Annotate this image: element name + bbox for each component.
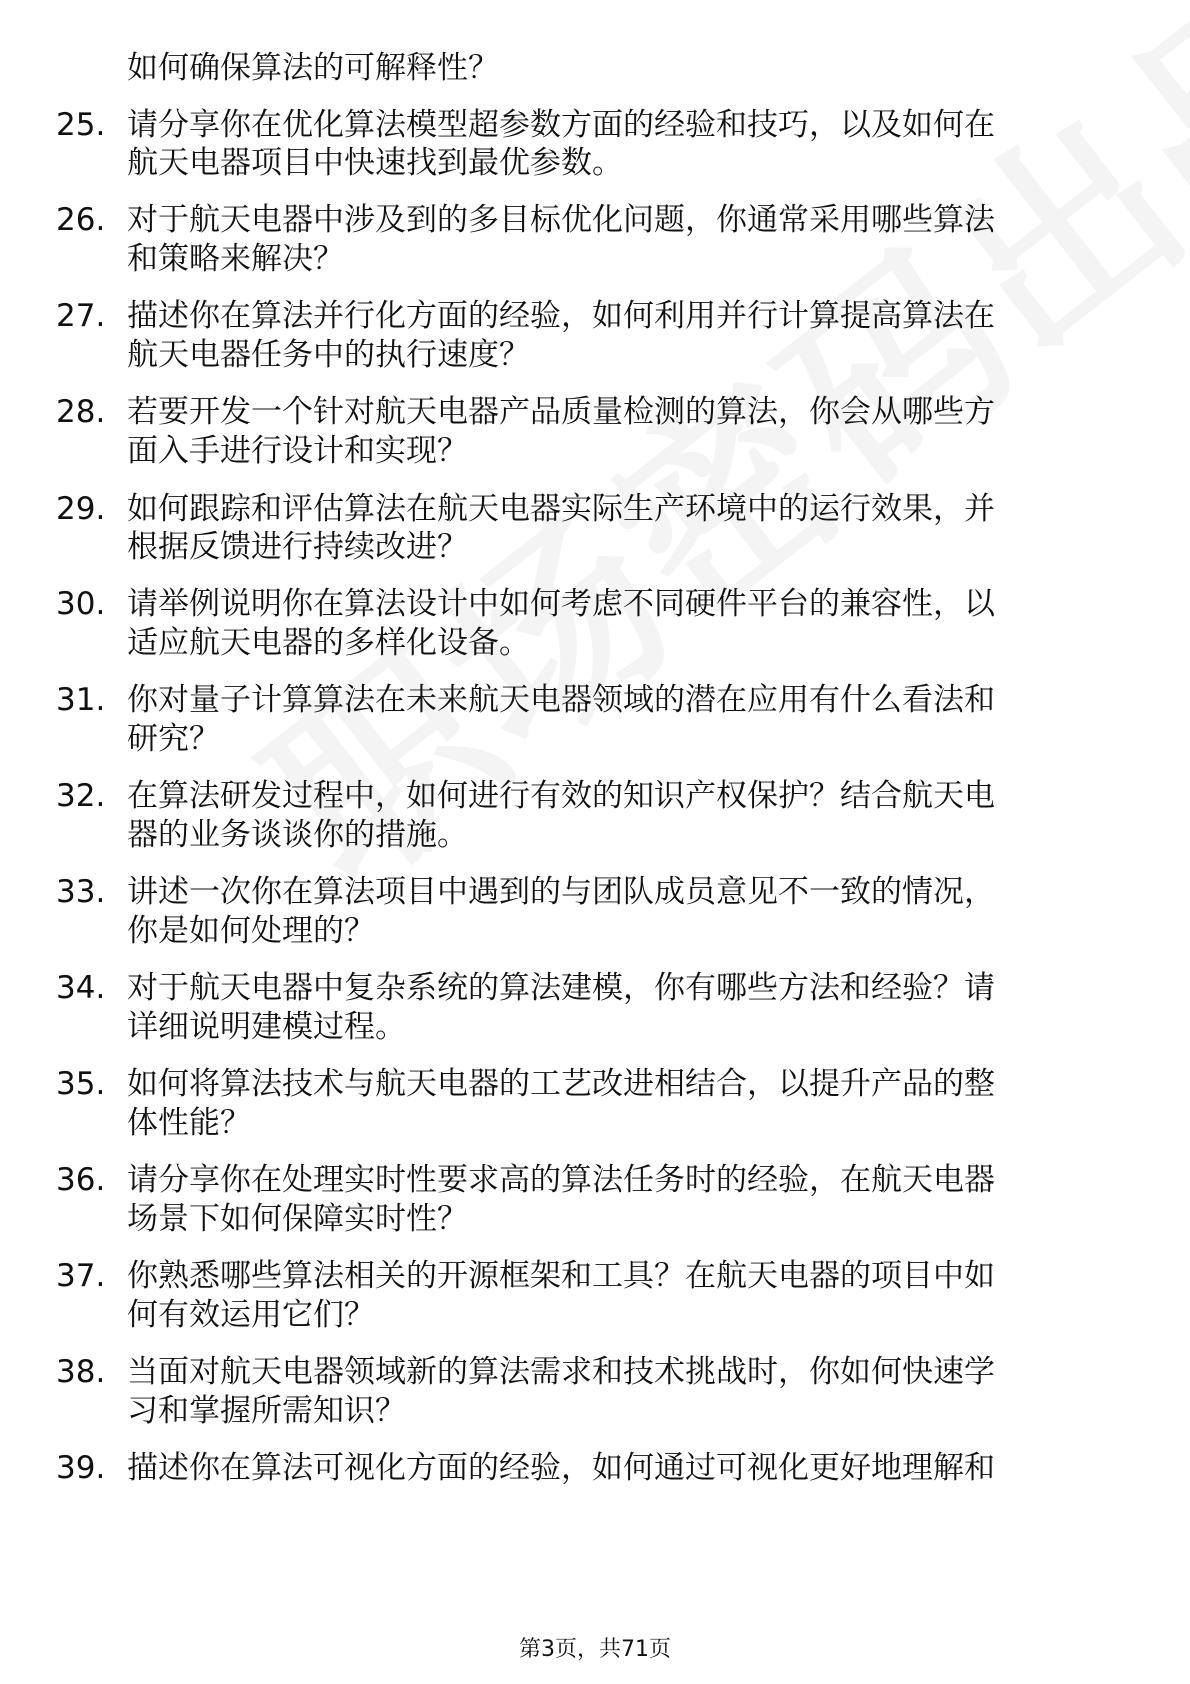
question-line: 对于航天电器中涉及到的多目标优化问题，你通常采用哪些算法: [127, 202, 995, 238]
question-line: 研究？: [127, 721, 220, 757]
question-line: 详细说明建模过程。: [127, 1009, 406, 1045]
question-line: 面入手进行设计和实现？: [127, 433, 468, 469]
question-line: 若要开发一个针对航天电器产品质量检测的算法，你会从哪些方: [127, 394, 995, 430]
question-number: 32.: [56, 778, 106, 814]
question-line: 航天电器任务中的执行速度？: [127, 337, 530, 373]
question-number: 26.: [56, 202, 106, 238]
question-line: 描述你在算法并行化方面的经验，如何利用并行计算提高算法在: [127, 298, 995, 334]
question-line: 你对量子计算算法在未来航天电器领域的潜在应用有什么看法和: [127, 682, 995, 718]
question-number: 39.: [56, 1450, 106, 1486]
question-number: 34.: [56, 970, 106, 1006]
question-line: 你是如何处理的？: [127, 913, 375, 949]
question-line: 请分享你在优化算法模型超参数方面的经验和技巧，以及如何在: [127, 107, 995, 143]
question-line: 适应航天电器的多样化设备。: [127, 625, 530, 661]
page-footer: 第3页，共71页: [519, 1637, 671, 1662]
question-line: 根据反馈进行持续改进？: [127, 529, 468, 565]
question-line: 和策略来解决？: [127, 241, 344, 277]
question-line: 在算法研发过程中，如何进行有效的知识产权保护？结合航天电: [127, 778, 995, 814]
question-line: 请举例说明你在算法设计中如何考虑不同硬件平台的兼容性，以: [127, 586, 995, 622]
question-number: 30.: [56, 586, 106, 622]
question-number: 33.: [56, 874, 106, 910]
question-number: 38.: [56, 1354, 106, 1390]
question-number: 31.: [56, 682, 106, 718]
question-number: 28.: [56, 394, 106, 430]
question-line: 何有效运用它们？: [127, 1297, 375, 1333]
question-line: 场景下如何保障实时性？: [127, 1201, 468, 1237]
question-line: 对于航天电器中复杂系统的算法建模，你有哪些方法和经验？请: [127, 970, 995, 1006]
question-number: 35.: [56, 1066, 106, 1102]
question-number: 27.: [56, 298, 106, 334]
question-line: 讲述一次你在算法项目中遇到的与团队成员意见不一致的情况，: [127, 874, 995, 910]
question-line: 请分享你在处理实时性要求高的算法任务时的经验，在航天电器: [127, 1162, 995, 1198]
question-line: 器的业务谈谈你的措施。: [127, 817, 468, 853]
question-number: 36.: [56, 1162, 106, 1198]
question-number: 37.: [56, 1258, 106, 1294]
continuation-line: 如何确保算法的可解释性？: [127, 50, 499, 86]
question-line: 航天电器项目中快速找到最优参数。: [127, 145, 623, 181]
question-line: 习和掌握所需知识？: [127, 1393, 406, 1429]
question-line: 如何跟踪和评估算法在航天电器实际生产环境中的运行效果，并: [127, 491, 995, 527]
question-number: 25.: [56, 107, 106, 143]
question-line: 如何将算法技术与航天电器的工艺改进相结合，以提升产品的整: [127, 1066, 995, 1102]
question-line: 你熟悉哪些算法相关的开源框架和工具？在航天电器的项目中如: [127, 1258, 995, 1294]
question-number: 29.: [56, 491, 106, 527]
question-line: 当面对航天电器领域新的算法需求和技术挑战时，你如何快速学: [127, 1354, 995, 1390]
question-line: 描述你在算法可视化方面的经验，如何通过可视化更好地理解和: [127, 1450, 995, 1486]
question-line: 体性能？: [127, 1105, 251, 1141]
